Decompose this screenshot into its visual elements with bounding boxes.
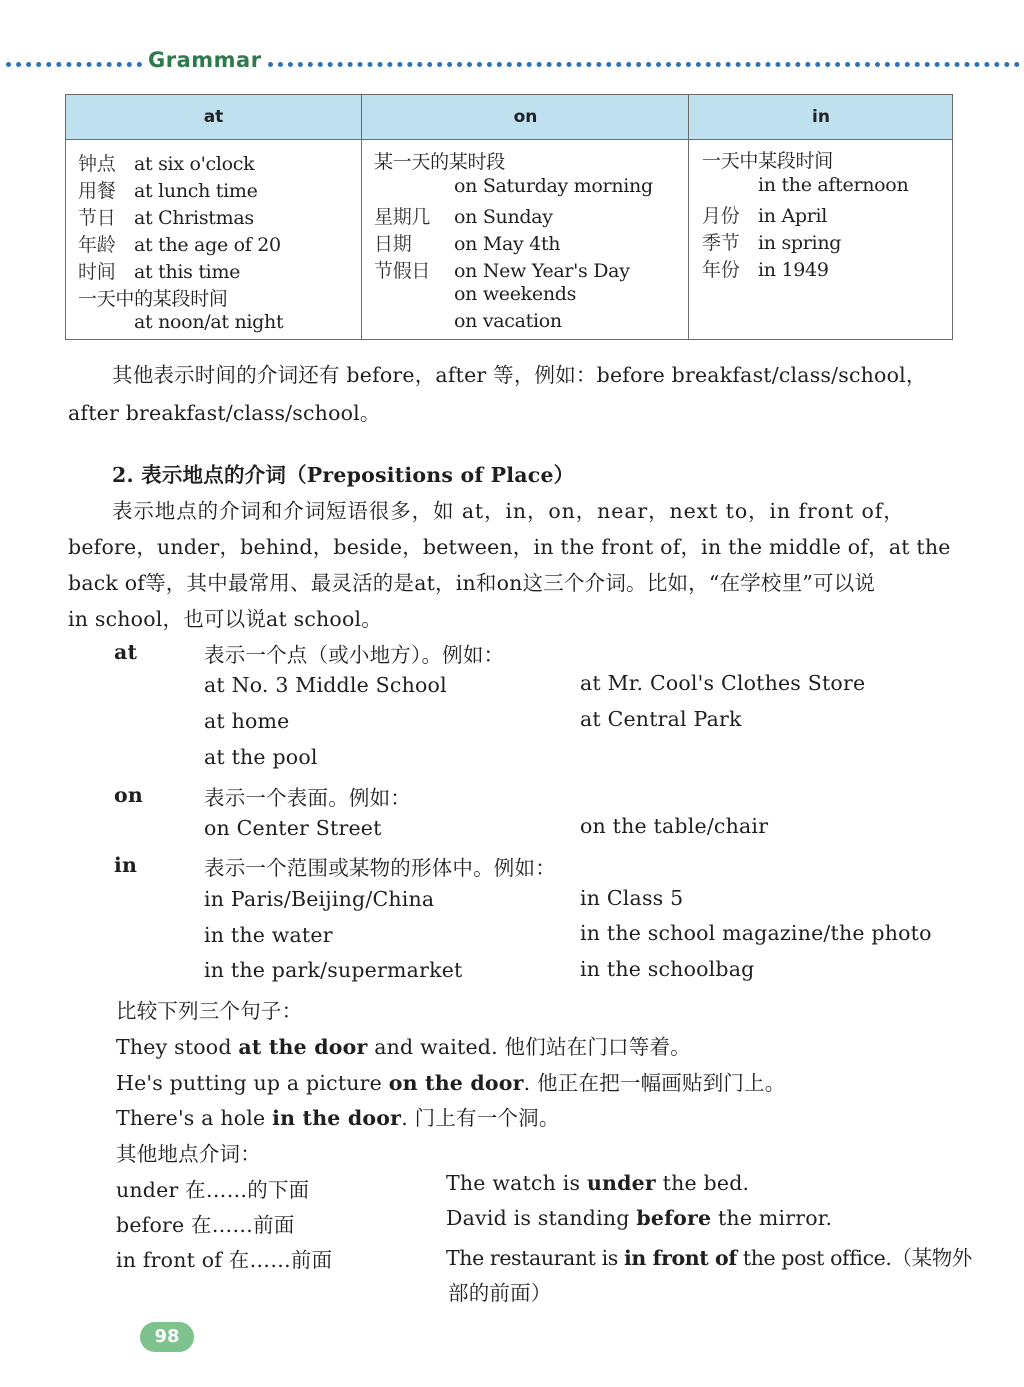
other-prep-term: under 在……的下面: [116, 1178, 310, 1202]
paragraph-line: before，under，behind，beside，between，in the front of，in the middle of，at the: [68, 535, 951, 559]
table-row: 节日 at Christmas: [78, 207, 254, 229]
other-prep-example: The restaurant is in front of the post office.（某物外: [446, 1246, 972, 1270]
example-at: at Central Park: [580, 707, 742, 731]
table-row: 星期几 on Sunday: [374, 206, 553, 228]
paragraph-line: 表示地点的介词和介词短语很多，如 at，in，on，near，next to，in front of，: [112, 499, 905, 523]
header-dots-right: [268, 62, 1020, 67]
other-prep-example-continued: 部的前面）: [448, 1281, 552, 1305]
header-in: in: [812, 107, 830, 127]
header-on: on: [513, 107, 538, 127]
table-row: 月份 in April: [702, 205, 828, 227]
example-in: in the water: [204, 923, 333, 947]
table-row: 年龄 at the age of 20: [78, 234, 281, 256]
table-row: on Saturday morning: [454, 175, 653, 197]
table-row: 年份 in 1949: [702, 259, 829, 281]
header-at: at: [203, 107, 224, 127]
example-in: in the park/supermarket: [204, 958, 463, 982]
example-at: at No. 3 Middle School: [204, 673, 447, 697]
table-row: at noon/at night: [134, 311, 284, 333]
example-in: in Class 5: [580, 886, 684, 910]
example-in: in Paris/Beijing/China: [204, 887, 435, 911]
paragraph-line: after breakfast/class/school。: [68, 401, 381, 425]
other-prep-example: David is standing before the mirror.: [446, 1206, 833, 1230]
table-row: 用餐 at lunch time: [78, 180, 258, 202]
compare-sentence: There's a hole in the door. 门上有一个洞。: [116, 1106, 560, 1130]
paragraph-line: 其他表示时间的介词还有 before，after 等，例如：before breakfast/class/school，: [112, 363, 927, 387]
table-row: on vacation: [454, 310, 562, 332]
compare-heading: 比较下列三个句子：: [116, 999, 303, 1023]
example-in: in the schoolbag: [580, 957, 755, 981]
table-row: 一天中的某段时间: [78, 288, 228, 310]
header-dots-left: [6, 62, 142, 67]
prep-desc-at: 表示一个点（或小地方）。例如：: [204, 643, 505, 667]
example-on: on the table/chair: [580, 814, 769, 838]
section-title: Grammar: [148, 48, 262, 72]
other-prep-term: before 在……前面: [116, 1213, 295, 1237]
prep-desc-in: 表示一个范围或某物的形体中。例如：: [204, 856, 556, 880]
example-at: at the pool: [204, 745, 318, 769]
table-row: 一天中某段时间: [702, 150, 833, 172]
table-row: on weekends: [454, 283, 577, 305]
prep-desc-on: 表示一个表面。例如：: [204, 786, 411, 810]
paragraph-line: in school，也可以说at school。: [68, 607, 382, 631]
table-row: 某一天的某时段: [374, 151, 505, 173]
compare-sentence: They stood at the door and waited. 他们站在门口等着。: [116, 1035, 691, 1059]
prep-label-in: in: [114, 853, 138, 877]
other-prep-example: The watch is under the bed.: [446, 1171, 750, 1195]
table-row: 时间 at this time: [78, 261, 241, 283]
table-row: 节假日 on New Year's Day: [374, 260, 630, 282]
others-heading: 其他地点介词：: [116, 1142, 261, 1166]
example-at: at home: [204, 709, 290, 733]
example-on: on Center Street: [204, 816, 382, 840]
table-row: 季节 in spring: [702, 232, 842, 254]
column-divider: [361, 95, 362, 339]
section-heading: 2. 表示地点的介词（Prepositions of Place）: [112, 463, 575, 487]
example-in: in the school magazine/the photo: [580, 921, 932, 945]
column-divider: [688, 95, 689, 339]
example-at: at Mr. Cool's Clothes Store: [580, 671, 866, 695]
table-row: in the afternoon: [758, 174, 909, 196]
time-prepositions-table: [65, 94, 953, 340]
prep-label-on: on: [114, 783, 143, 807]
other-prep-term: in front of 在……前面: [116, 1248, 333, 1272]
prep-label-at: at: [114, 640, 138, 664]
paragraph-line: back of等，其中最常用、最灵活的是at，in和on这三个介词。比如，“在学校里”可以说: [68, 571, 876, 595]
compare-sentence: He's putting up a picture on the door. 他正在把一幅画贴到门上。: [116, 1071, 786, 1095]
table-row: 日期 on May 4th: [374, 233, 561, 255]
table-row: 钟点 at six o'clock: [78, 153, 255, 175]
page-number-badge: 98: [140, 1322, 194, 1352]
